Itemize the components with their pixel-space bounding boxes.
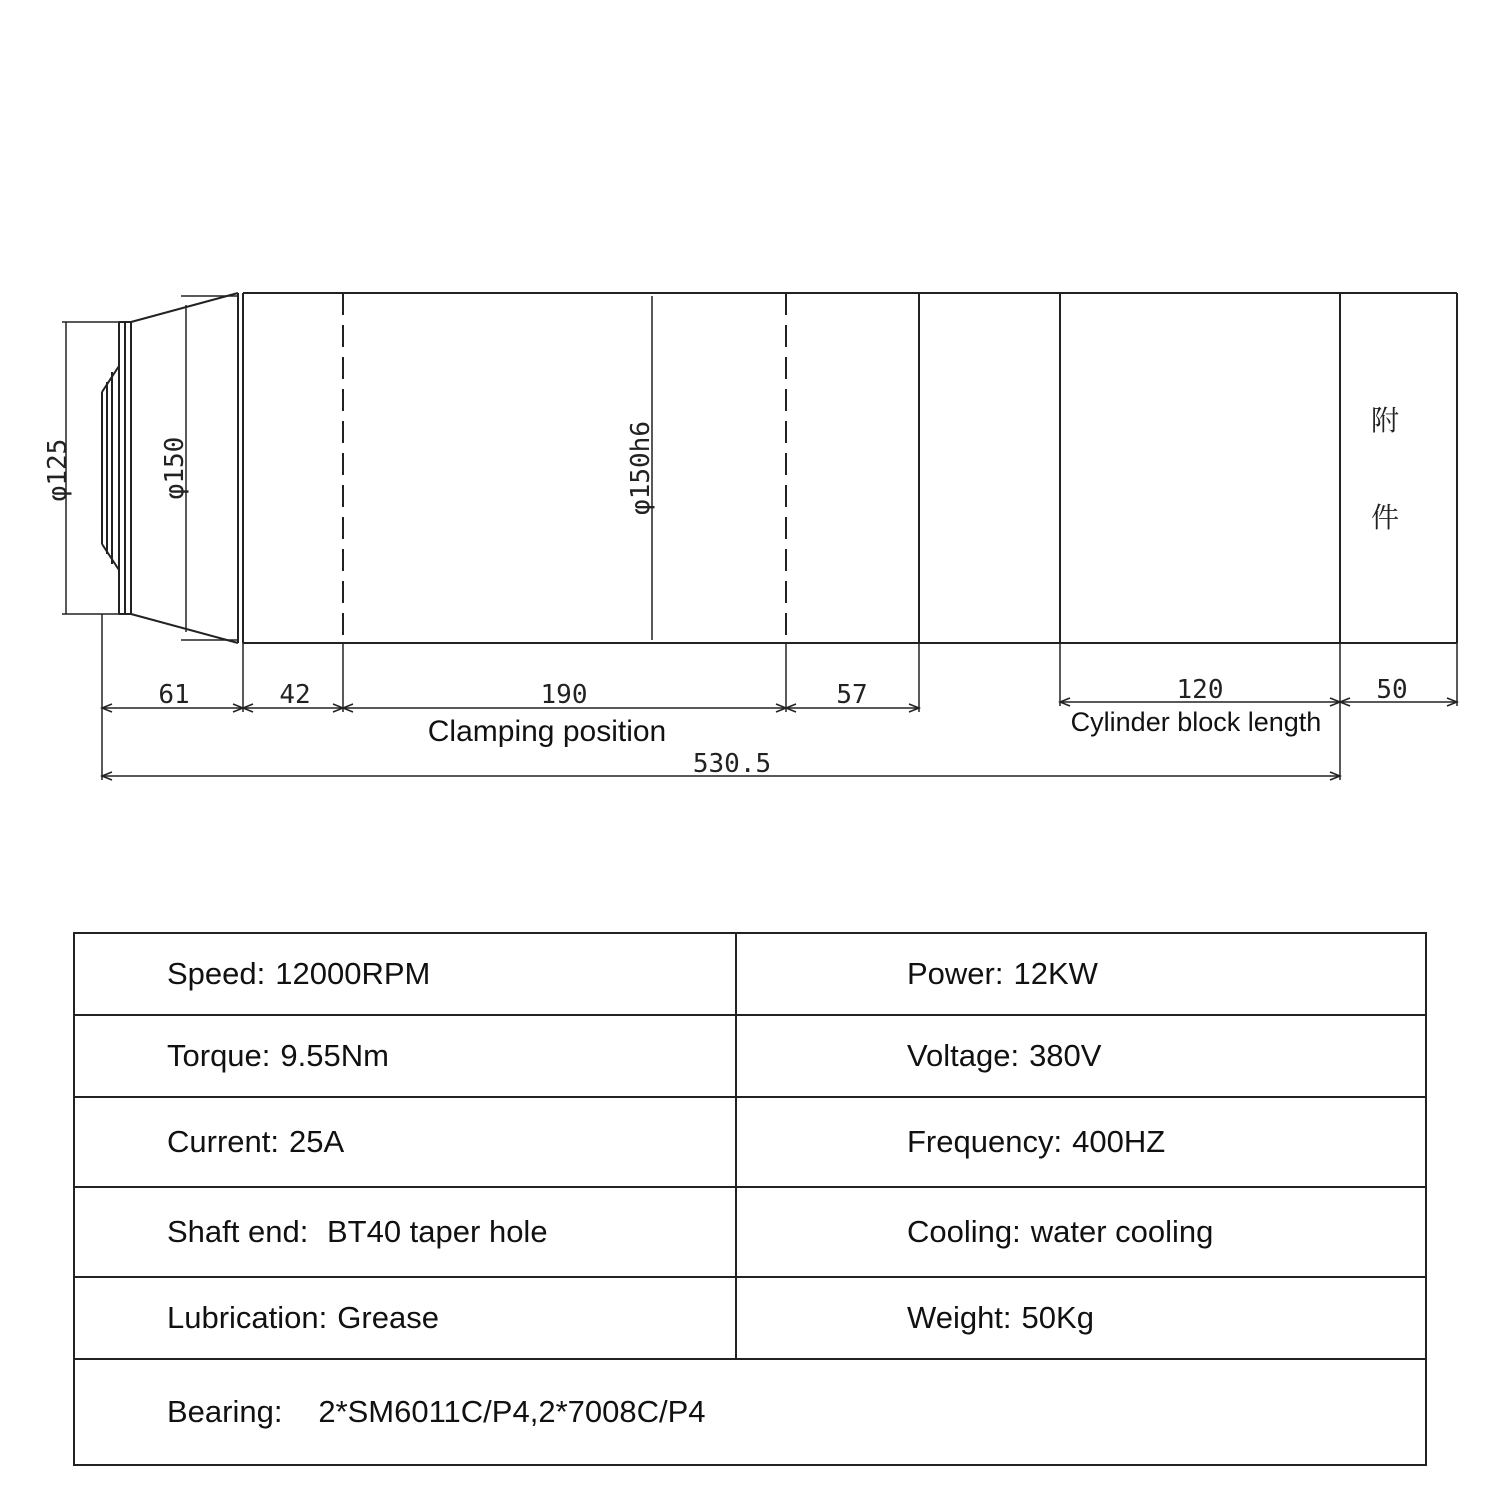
spec-value: 50Kg xyxy=(1021,1300,1094,1335)
spec-value: Grease xyxy=(337,1300,439,1335)
spec-value: 400HZ xyxy=(1072,1124,1166,1159)
spec-frequency: Frequency: 400HZ xyxy=(736,1097,1426,1187)
segment-61-label: 61 xyxy=(158,680,190,710)
segment-57-label: 57 xyxy=(836,680,868,710)
spec-value: 25A xyxy=(289,1124,345,1159)
spec-value: 2*SM6011C/P4,2*7008C/P4 xyxy=(318,1394,706,1429)
spec-value: 9.55Nm xyxy=(280,1038,389,1073)
diameter-dimension-lines xyxy=(62,296,652,640)
spec-label: Power xyxy=(907,956,995,991)
spec-label: Lubrication xyxy=(167,1300,319,1335)
spec-value: 12000RPM xyxy=(275,956,431,991)
spec-value: BT40 taper hole xyxy=(326,1214,548,1249)
spec-lubrication: Lubrication: Grease xyxy=(74,1277,736,1359)
spec-shaft-end: Shaft end: BT40 taper hole xyxy=(74,1187,736,1277)
spec-torque: Torque: 9.55Nm xyxy=(74,1015,736,1097)
spec-label: Bearing xyxy=(167,1394,274,1429)
segment-120-label: 120 xyxy=(1176,675,1224,705)
spec-table xyxy=(73,932,1427,1466)
table-row xyxy=(74,1277,1426,1359)
spec-label: Current xyxy=(167,1124,271,1159)
segment-50-label: 50 xyxy=(1376,675,1408,705)
diameter-150-label: φ150 xyxy=(160,436,190,500)
spec-voltage: Voltage: 380V xyxy=(736,1015,1426,1097)
table-row xyxy=(74,1015,1426,1097)
clamping-dashed-lines xyxy=(343,293,786,643)
spec-value: 380V xyxy=(1029,1038,1102,1073)
spec-value: water cooling xyxy=(1030,1214,1214,1249)
table-row xyxy=(74,1359,1426,1465)
spec-label: Speed xyxy=(167,956,257,991)
attachment-char-2: 件 xyxy=(1370,501,1400,534)
spec-bearing: Bearing: 2*SM6011C/P4,2*7008C/P4 xyxy=(74,1359,1426,1465)
spec-value: 12KW xyxy=(1013,956,1098,991)
spec-label: Weight xyxy=(907,1300,1003,1335)
clamping-position-label: Clamping position xyxy=(427,715,667,748)
spec-current: Current: 25A xyxy=(74,1097,736,1187)
table-row xyxy=(74,933,1426,1015)
spec-cooling: Cooling: water cooling xyxy=(736,1187,1426,1277)
spec-label: Voltage xyxy=(907,1038,1011,1073)
segment-42-label: 42 xyxy=(279,680,311,710)
spec-label: Frequency xyxy=(907,1124,1054,1159)
segment-190-label: 190 xyxy=(540,680,588,710)
spec-power: Power: 12KW xyxy=(736,933,1426,1015)
diameter-125-label: φ125 xyxy=(43,438,73,502)
overall-length-label: 530.5 xyxy=(692,749,772,779)
spec-label: Cooling xyxy=(907,1214,1013,1249)
diameter-150h6-label: φ150h6 xyxy=(626,421,656,515)
spindle-body-outline xyxy=(238,293,1457,643)
spec-label: Torque xyxy=(167,1038,262,1073)
spec-label: Shaft end xyxy=(167,1214,300,1249)
table-row xyxy=(74,1097,1426,1187)
table-row xyxy=(74,1187,1426,1277)
spec-weight: Weight: 50Kg xyxy=(736,1277,1426,1359)
cylinder-block-length-label: Cylinder block length xyxy=(1070,707,1322,737)
spec-speed: Speed: 12000RPM xyxy=(74,933,736,1015)
attachment-char-1: 附 xyxy=(1370,404,1400,437)
